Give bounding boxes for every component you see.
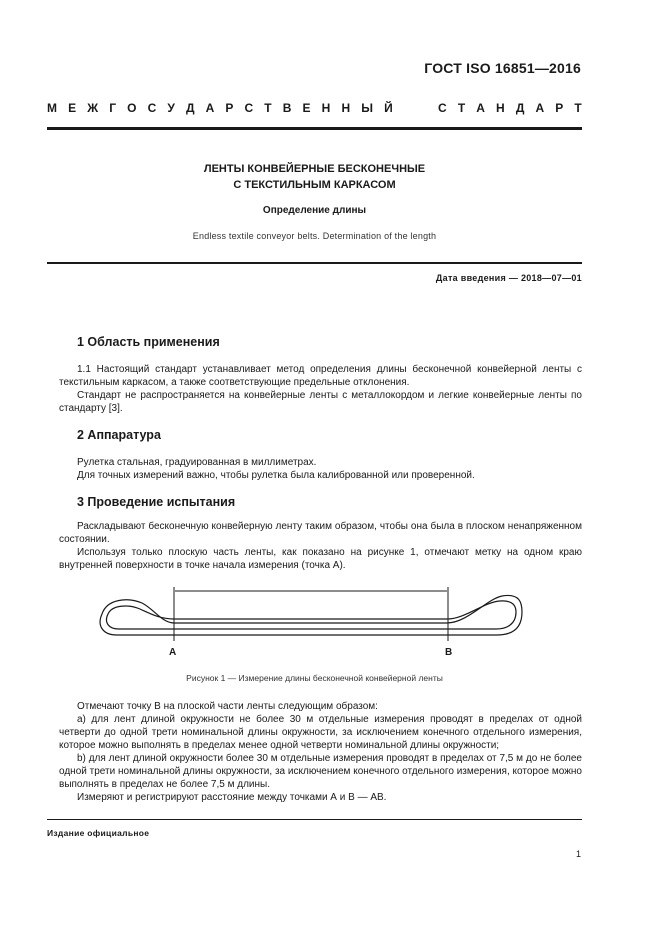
- heading-letter: Е: [302, 101, 311, 115]
- belt-figure: [92, 579, 562, 659]
- section-3-paragraph: Отмечают точку В на плоской части ленты следующим образом:: [77, 701, 378, 712]
- section-3-paragraph: Используя только плоскую часть ленты, как показано на рисунке 1, отмечают метку на одном краю внутренней поверхности в точке начала измерения (точка А).: [59, 547, 582, 571]
- section-3-body-bottom: [59, 700, 582, 804]
- heading-letter: А: [535, 101, 545, 115]
- official-edition-label: Издание официальное: [47, 828, 150, 838]
- page-number: 1: [576, 849, 582, 859]
- label-point-a: A: [169, 647, 177, 658]
- figure-caption: Рисунок 1 — Измерение длины бесконечной конвейерной ленты: [186, 673, 443, 683]
- heading-letter: А: [476, 101, 485, 115]
- heading-letter: Г: [109, 101, 117, 115]
- heading-letter: Ы: [361, 101, 373, 115]
- heading-letter: М: [47, 101, 57, 115]
- document-subtitle: Определение длины: [262, 205, 367, 216]
- heading-letter: [421, 101, 427, 115]
- heading-letter: Р: [555, 101, 564, 115]
- heading-letter: Т: [457, 101, 466, 115]
- standard-type-heading: [47, 101, 582, 115]
- section-3-body-top: [59, 520, 582, 572]
- document-title: [47, 161, 582, 193]
- section-2-paragraph: Для точных измерений важно, чтобы рулетка была калиброванной или проверенной.: [77, 470, 475, 481]
- top-rule: [47, 127, 582, 130]
- heading-letter: Е: [68, 101, 77, 115]
- section-1-paragraph: 1.1 Настоящий стандарт устанавливает метод определения длины бесконечной конвейерной ленты с текстильным каркасом, а также соответствующие предельные отклонения.: [59, 364, 582, 388]
- list-item-b: b) для лент длиной окружности более 30 м отдельные измерения проводят в пределах от 7,5 м до не более одной трети номинальной длины окружности, за исключением конечного отдельного измерения, которое можно выполнять в пределах не более 7,5 м длины.: [59, 753, 582, 790]
- section-3-paragraph: Раскладывают бесконечную конвейерную ленту таким образом, чтобы она была в плоском ненапряженном состоянии.: [59, 521, 582, 545]
- heading-letter: [404, 101, 410, 115]
- section-2-body: [59, 456, 582, 482]
- heading-letter: С: [147, 101, 157, 115]
- section-2-paragraph: Рулетка стальная, градуированная в миллиметрах.: [77, 457, 317, 468]
- belt-inner-loop: [106, 601, 516, 629]
- heading-letter: Й: [384, 101, 393, 115]
- footer-rule: [47, 819, 582, 820]
- section-3-paragraph: Измеряют и регистрируют расстояние между точками А и В — АВ.: [77, 792, 387, 803]
- section-1-paragraph: Стандарт не распространяется на конвейерные ленты с металлокордом и легкие конвейерные ленты по стандарту [3].: [59, 390, 582, 414]
- label-point-b: B: [445, 647, 453, 658]
- title-rule: [47, 262, 582, 264]
- date-of-introduction: Дата введения — 2018—07—01: [435, 273, 582, 283]
- heading-letter: Д: [185, 101, 195, 115]
- heading-letter: Т: [574, 101, 582, 115]
- english-title: Endless textile conveyor belts. Determination of the length: [192, 231, 437, 241]
- section-1-heading: 1 Область применения: [77, 335, 220, 349]
- heading-letter: А: [205, 101, 215, 115]
- heading-letter: У: [167, 101, 175, 115]
- title-line-1: ЛЕНТЫ КОНВЕЙЕРНЫЕ БЕСКОНЕЧНЫЕ: [203, 163, 426, 175]
- heading-letter: Р: [225, 101, 234, 115]
- heading-letter: Н: [321, 101, 331, 115]
- title-line-2: С ТЕКСТИЛЬНЫМ КАРКАСОМ: [233, 179, 396, 191]
- heading-letter: С: [438, 101, 447, 115]
- heading-letter: В: [282, 101, 292, 115]
- section-3-heading: 3 Проведение испытания: [77, 495, 236, 509]
- standard-number: ГОСТ ISO 16851—2016: [424, 60, 581, 76]
- section-1-body: [59, 363, 582, 415]
- heading-letter: Н: [496, 101, 505, 115]
- heading-letter: О: [127, 101, 137, 115]
- heading-letter: С: [244, 101, 254, 115]
- heading-letter: Н: [341, 101, 351, 115]
- heading-letter: Ж: [87, 101, 99, 115]
- heading-letter: Т: [264, 101, 272, 115]
- section-2-heading: 2 Аппаратура: [77, 428, 161, 442]
- list-item-a: а) для лент длиной окружности не более 30 м отдельные измерения проводят в пределах от одной четверти до одной трети номинальной длины окружности, за исключением конечного отдельного измерения, которое можно выполнять в пределах менее одной четверти номинальной длины окружности;: [59, 714, 582, 751]
- heading-letter: Д: [515, 101, 525, 115]
